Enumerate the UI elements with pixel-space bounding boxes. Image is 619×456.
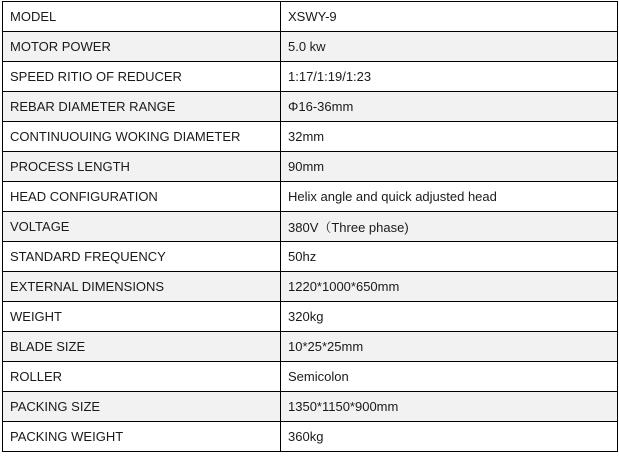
spec-value: 50hz (281, 242, 618, 272)
spec-value: 10*25*25mm (281, 332, 618, 362)
spec-label: MOTOR POWER (3, 32, 281, 62)
spec-label: MODEL (3, 2, 281, 32)
spec-label: CONTINUOUING WOKING DIAMETER (3, 122, 281, 152)
spec-label: PACKING WEIGHT (3, 422, 281, 452)
spec-value: Φ16-36mm (281, 92, 618, 122)
spec-label: SPEED RITIO OF REDUCER (3, 62, 281, 92)
spec-value: 380V（Three phase) (281, 212, 618, 242)
table-row (3, 62, 618, 92)
spec-label: PROCESS LENGTH (3, 152, 281, 182)
spec-value: 360kg (281, 422, 618, 452)
spec-value: 1220*1000*650mm (281, 272, 618, 302)
table-row (3, 392, 618, 422)
spec-value: 32mm (281, 122, 618, 152)
spec-value: Helix angle and quick adjusted head (281, 182, 618, 212)
spec-label: HEAD CONFIGURATION (3, 182, 281, 212)
spec-label: STANDARD FREQUENCY (3, 242, 281, 272)
spec-label: BLADE SIZE (3, 332, 281, 362)
spec-value: 320kg (281, 302, 618, 332)
spec-value: 1350*1150*900mm (281, 392, 618, 422)
table-row (3, 92, 618, 122)
spec-value: XSWY-9 (281, 2, 618, 32)
table-row (3, 422, 618, 452)
spec-value: 5.0 kw (281, 32, 618, 62)
table-row (3, 152, 618, 182)
spec-label: ROLLER (3, 362, 281, 392)
table-row (3, 362, 618, 392)
table-row (3, 182, 618, 212)
spec-value: 1:17/1:19/1:23 (281, 62, 618, 92)
table-row (3, 122, 618, 152)
table-row (3, 2, 618, 32)
spec-label: REBAR DIAMETER RANGE (3, 92, 281, 122)
spec-value: 90mm (281, 152, 618, 182)
table-row (3, 302, 618, 332)
table-row (3, 242, 618, 272)
spec-label: VOLTAGE (3, 212, 281, 242)
table-row (3, 272, 618, 302)
specification-table (2, 1, 618, 452)
table-row (3, 212, 618, 242)
spec-value: Semicolon (281, 362, 618, 392)
spec-label: EXTERNAL DIMENSIONS (3, 272, 281, 302)
table-row (3, 32, 618, 62)
table-row (3, 332, 618, 362)
spec-label: PACKING SIZE (3, 392, 281, 422)
spec-label: WEIGHT (3, 302, 281, 332)
